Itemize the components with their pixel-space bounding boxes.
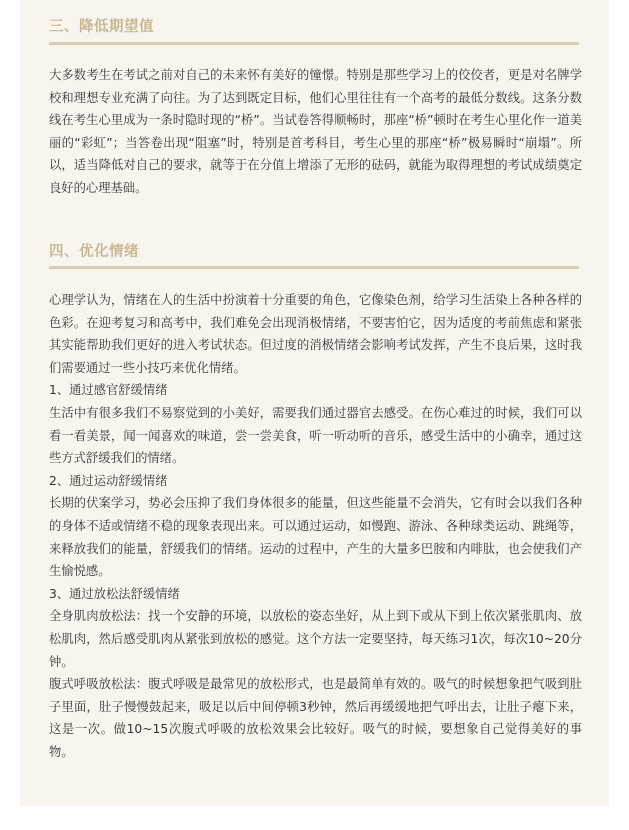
- method-3-breathing-relaxation: 腹式呼吸放松法：腹式呼吸是最常见的放松形式，也是最简单有效的。吸气的时候想象把气吸到肚子里面，肚子慢慢鼓起来，吸足以后中间停顿3秒钟，然后再缓缓地把气呼出去，让肚子瘪下来，这是一次。做10~15次腹式呼吸的放松效果会比较好。吸气的时候，要想象自己觉得美好的事物。: [49, 677, 582, 759]
- method-3-muscle-relaxation: 全身肌肉放松法：找一个安静的环境，以放松的姿态坐好，从上到下或从下到上依次紧张肌肉、放松肌肉，然后感受肌肉从紧张到放松的感觉。这个方法一定要坚持，每天练习1次，每次10~20分钟。: [49, 609, 582, 669]
- method-2-title: 2、通过运动舒缓情绪: [49, 473, 168, 488]
- section-4-intro: 心理学认为，情绪在人的生活中扮演着十分重要的角色，它像染色剂，给学习生活染上各种各样的色彩。在迎考复习和高考中，我们难免会出现消极情绪，不要害怕它，因为适度的考前焦虑和紧张其实能帮助我们更好的进入考试状态。但过度的消极情绪会影响考试发挥，产生不良后果，这时我们需要通过一些小技巧来优化情绪。: [49, 293, 582, 375]
- section-4-divider: [49, 266, 579, 269]
- article-card: [20, 0, 609, 806]
- section-3-paragraph: 大多数考生在考试之前对自己的未来怀有美好的憧憬。特别是那些学习上的佼佼者，更是对名牌学校和理想专业充满了向往。为了达到既定目标，他们心里往往有一个高考的最低分数线。这条分数线在考生心里成为一条时隐时现的“桥”。当试卷答得顺畅时，那座“桥”顿时在考生心里化作一道美丽的“彩虹”；当答卷出现“阻塞”时，特别是首考科目，考生心里的那座“桥”极易瞬时“崩塌”。所以，适当降低对自己的要求，就等于在分值上增添了无形的砝码，就能为取得理想的考试成绩奠定良好的心理基础。: [49, 68, 582, 195]
- method-2-text: 长期的伏案学习，势必会压抑了我们身体很多的能量，但这些能量不会消失，它有时会以我们各种的身体不适或情绪不稳的现象表现出来。可以通过运动，如慢跑、游泳、各种球类运动、跳绳等，来释放我们的能量，舒缓我们的情绪。运动的过程中，产生的大量多巴胺和内啡肽，也会使我们产生愉悦感。: [49, 496, 582, 579]
- method-3-title: 3、通过放松法舒缓情绪: [49, 586, 180, 601]
- method-1-title: 1、通过感官舒缓情绪: [49, 383, 168, 398]
- section-4-body: [49, 289, 582, 763]
- method-1-text: 生活中有很多我们不易察觉到的小美好，需要我们通过器官去感受。在伤心难过的时候，我们可以看一看美景，闻一闻喜欢的味道，尝一尝美食，听一听动听的音乐，感受生活中的小确幸，通过这些方式舒缓我们的情绪。: [49, 405, 582, 466]
- section-4-title: 四、优化情绪: [49, 244, 139, 260]
- section-3-header: [49, 17, 579, 37]
- section-3-divider: [49, 42, 579, 45]
- section-3-title: 三、降低期望值: [49, 19, 154, 35]
- section-4-header: [49, 242, 579, 262]
